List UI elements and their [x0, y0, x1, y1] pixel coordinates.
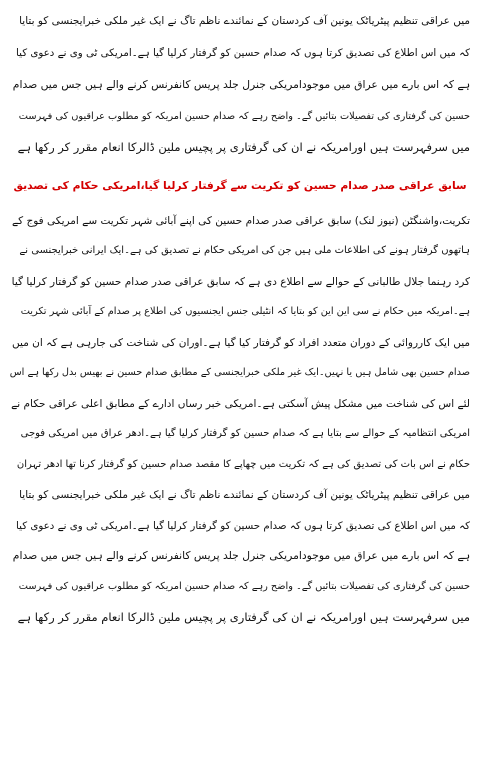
body-line: ہے۔امریکہ میں حکام نے سی این این کو بتایا کہ انٹیلی جنس ایجنسیوں کی اطلاع پر صدام کے آبائی شہر تکریت	[20, 306, 470, 317]
body-line: حسین کی گرفتاری کی تفصیلات بتائیں گے۔ واضح رہے کہ صدام حسین امریکہ کو مطلوب عراقیوں کی فہرست	[18, 580, 470, 592]
intro-line: حسین کی گرفتاری کی تفصیلات بتائیں گے۔ واضح رہے کہ صدام حسین امریکہ کو مطلوب عراقیوں کی فہرست	[18, 110, 470, 122]
body-line: حکام نے اس بات کی تصدیق کی ہے کہ تکریت میں چھاپے کا مقصد صدام حسین کو گرفتار کرنا تھا ادھر تہران	[16, 458, 470, 470]
body-line: کہ میں اس اطلاع کی تصدیق کرتا ہوں کہ صدام حسین کو گرفتار کرلیا گیا ہے۔امریکی ٹی وی نے دعوی کیا	[16, 519, 470, 532]
body-line: صدام حسین بھی شامل ہیں یا نہیں۔ایک غیر ملکی خبرایجنسی کے مطابق صدام حسین نے بھیس بدل رکھا ہے اس	[10, 367, 470, 378]
body-line: میں سرفہرست ہیں اورامریکہ نے ان کی گرفتاری پر پچیس ملین ڈالرکا انعام مقرر کر رکھا ہے	[17, 610, 470, 624]
body-line: ہاتھوں گرفتار ہونے کی اطلاعات ملی ہیں جن کی امریکی حکام نے تصدیق کی ہے۔ایک ایرانی خبرایجنسی نے	[19, 245, 470, 256]
body-line: میں ایک کارروائی کے دوران متعدد افراد کو گرفتار کیا گیا ہے۔اوران کی شناخت کی جارہی ہے کہ ان میں	[12, 336, 470, 349]
intro-line: میں سرفہرست ہیں اورامریکہ نے ان کی گرفتاری پر پچیس ملین ڈالرکا انعام مقرر کر رکھا ہے	[17, 140, 470, 154]
intro-paragraph	[10, 6, 470, 164]
body-line: ہے کہ اس بارے میں عراق میں موجودامریکی جنرل جلد پریس کانفرنس کرنے والے ہیں جس میں صدام	[12, 549, 470, 562]
body-line: میں عراقی تنظیم پیٹریاٹک یونین آف کردستان کے نمائندے ناظم تاگ نے ایک غیر ملکی خبرایجنسی کو بتایا	[19, 489, 470, 501]
intro-line: ہے کہ اس بارے میں عراق میں موجودامریکی جنرل جلد پریس کانفرنس کرنے والے ہیں جس میں صدام	[12, 78, 470, 91]
headline: سابق عراقی صدر صدام حسین کو تکریت سے گرفتار کرلیا گیا،امریکی حکام کی تصدیق	[13, 178, 467, 192]
body-paragraph	[10, 206, 470, 633]
intro-line: کہ میں اس اطلاع کی تصدیق کرتا ہوں کہ صدام حسین کو گرفتار کرلیا گیا ہے۔امریکی ٹی وی نے دعوی کیا	[16, 46, 470, 59]
body-line: کرد رہنما جلال طالبانی کے حوالے سے اطلاع دی ہے کہ سابق عراقی صدر صدام حسین کو گرفتار کرلیا گیا	[11, 275, 470, 288]
body-line: لئے اس کی شناخت میں مشکل پیش آسکتی ہے۔امریکی خبر رساں ادارے کے مطابق اعلی عراقی حکام نے	[11, 397, 470, 410]
intro-line: میں عراقی تنظیم پیٹریاٹک یونین آف کردستان کے نمائندے ناظم تاگ نے ایک غیر ملکی خبرایجنسی کو بتایا	[19, 15, 470, 27]
body-line: تکریت،واشنگٹن (نیوز لنک) سابق عراقی صدر صدام حسین کی اپنے آبائی شہر تکریت سے امریکی فوج کے	[11, 214, 470, 227]
body-line: امریکی انتظامیہ کے حوالے سے بتایا ہے کہ صدام حسین کو گرفتار کرلیا گیا ہے۔ادھر عراق میں امریکی فوجی	[20, 428, 470, 439]
